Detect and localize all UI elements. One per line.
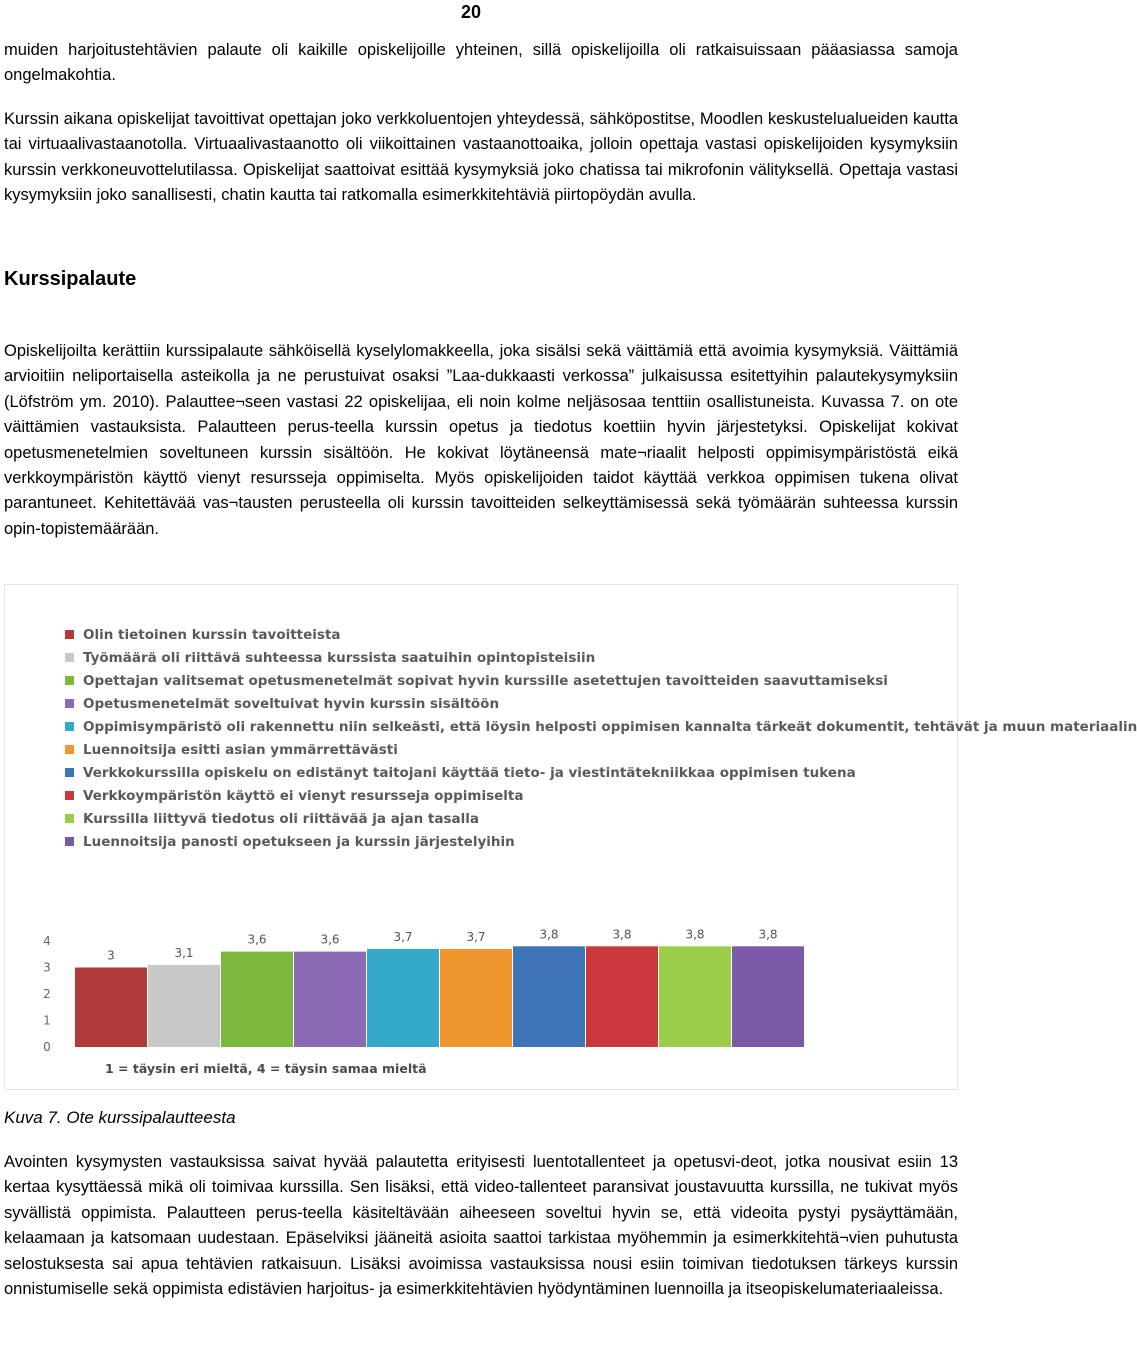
bar	[148, 965, 220, 1047]
chart-legend	[65, 623, 1137, 853]
legend-label: Opettajan valitsemat opetusmenetelmät sopivat hyvin kurssille asetettujen tavoitteiden saavuttamiseksi	[83, 672, 888, 689]
bar	[75, 968, 147, 1048]
bar-value-label: 3,7	[466, 929, 486, 944]
legend-item	[65, 692, 945, 715]
legend-item	[65, 715, 1137, 738]
paragraph-4: Avointen kysymysten vastauksissa saivat hyvää palautetta erityisesti luentotallenteet ja opetusvi-deot, jotka nousivat esiin 13 kertaa kysyttäessä mikä oli toimivaa kurssilla. Sen lisäksi, että video-tallenteet paransivat joustavuutta kurssilla, ne tukivat myös syvällistä oppimista. Palautteen perus-teella käsiteltävään aiheeseen soveltui hyvin se, että videoita pystyi pysäyttämään, kelaamaan ja katsomaan uudestaan. Epäselviksi jääneitä asioita saattoi tarkistaa myöhemmin ja esimerkkitehtä¬vien puhutusta selostuksesta sai apua tehtävien ratkaisuun. Lisäksi avoimissa vastauksissa nousi esiin toimivan tiedotuksen tärkeys kurssin onnistumiselle sekä oppimista edistävien harjoitus- ja esimerkkitehtävien hyödyntäminen luennoilla ja itseopiskelumateriaaleissa.	[4, 1153, 958, 1299]
y-tick-label: 0	[43, 1040, 51, 1054]
legend-swatch	[65, 722, 74, 731]
bar	[586, 946, 658, 1047]
legend-label: Olin tietoinen kurssin tavoitteista	[83, 626, 341, 643]
legend-swatch	[65, 768, 74, 777]
legend-label: Oppimisympäristö oli rakennettu niin selkeästi, että löysin helposti oppimisen kannalta tärkeät dokumentit, tehtävät ja muun materiaalin	[83, 718, 1137, 735]
y-tick-label: 1	[43, 1013, 51, 1028]
page-number: 20	[461, 2, 482, 22]
legend-swatch	[65, 791, 74, 800]
legend-swatch	[65, 699, 74, 708]
legend-label: Verkkoympäristön käyttö ei vienyt resursseja oppimiselta	[83, 787, 524, 804]
bar-value-label: 3,1	[174, 945, 194, 960]
legend-label: Työmäärä oli riittävä suhteessa kurssista saatuihin opintopisteisiin	[83, 649, 596, 666]
bar-value-label: 3,8	[758, 927, 778, 942]
section-heading: Kurssipalaute	[4, 268, 137, 290]
paragraph-3: Opiskelijoilta kerättiin kurssipalaute sähköisellä kyselylomakkeella, joka sisälsi sekä väittämiä että avoimia kysymyksiä. Väittämiä arvioitiin neliportaisella asteikolla ja ne perustuivat osaksi ”Laa-dukkaasti verkossa” julkaisussa esitettyihin palautekysymyksiin (Löfström ym. 2010). Palauttee¬seen vastasi 22 opiskelijaa, eli noin kolme neljäsosaa tenttiin osallistuneista. Kuvassa 7. on ote väittämien vastauksista. Palautteen perus-teella kurssin opetus ja tiedotus koettiin hyvin järjestetyksi. Opiskelijat kokivat opetusmenetelmien soveltuneen kurssin sisältöön. He kokivat löytäneensä mate¬riaalit helposti oppimisympäristöstä eikä verkkoympäristön käyttö vienyt resursseja oppimiselta. Myös opiskelijoiden taidot käyttää verkkoa oppimisen tukena olivat parantuneet. Kehitettävää vas¬tausten perusteella oli kurssin tavoitteiden selkeyttämisessä sekä työmäärän suhteessa kurssin opin-topistemäärään.	[4, 342, 958, 538]
y-tick-label: 3	[43, 960, 51, 975]
bar	[659, 946, 731, 1047]
scale-note: 1 = täysin eri mieltä, 4 = täysin samaa mieltä	[105, 1061, 427, 1076]
figure-caption: Kuva 7. Ote kurssipalautteesta	[4, 1108, 236, 1127]
legend-item	[65, 830, 945, 853]
y-tick-label: 4	[43, 934, 51, 948]
legend-swatch	[65, 630, 74, 639]
legend-label: Luennoitsija esitti asian ymmärrettävästi	[83, 741, 398, 758]
legend-swatch	[65, 814, 74, 823]
legend-label: Verkkokurssilla opiskelu on edistänyt taitojani käyttää tieto- ja viestintätekniikkaa oppimisen tukena	[83, 764, 856, 781]
legend-label: Opetusmenetelmät soveltuivat hyvin kurssin sisältöön	[83, 695, 500, 712]
legend-swatch	[65, 745, 74, 754]
bar-value-label: 3,8	[612, 927, 632, 942]
legend-item	[65, 738, 945, 761]
bar	[221, 952, 293, 1047]
bar	[367, 949, 439, 1047]
bar	[294, 952, 366, 1047]
bar-value-label: 3,8	[685, 927, 705, 942]
legend-label: Kurssilla liittyvä tiedotus oli riittävää ja ajan tasalla	[83, 810, 479, 827]
bar-value-label: 3,6	[247, 932, 267, 947]
legend-swatch	[65, 837, 74, 846]
legend-item	[65, 784, 945, 807]
feedback-chart-figure	[4, 584, 1137, 1090]
bar	[732, 946, 804, 1047]
bar-value-label: 3,8	[539, 927, 559, 942]
legend-label: Luennoitsija panosti opetukseen ja kurssin järjestelyihin	[83, 833, 515, 850]
legend-item	[65, 646, 945, 669]
bar	[513, 946, 585, 1047]
legend-item	[65, 669, 945, 692]
bar-chart	[35, 927, 935, 1057]
bar-value-label: 3,7	[393, 929, 413, 944]
y-tick-label: 2	[43, 987, 51, 1001]
bar-value-label: 3	[107, 948, 115, 963]
legend-item	[65, 761, 945, 784]
paragraph-2: Kurssin aikana opiskelijat tavoittivat opettajan joko verkkoluentojen yhteydessä, sähköpostitse, Moodlen keskustelualueiden kautta tai virtuaalivastaanotolla. Virtuaalivastaanotto oli viikoittainen vastaanottoaika, jolloin opettaja vastasi opiskelijoiden kysymyksiin kurssin verkkoneuvottelutilassa. Opiskelijat saattoivat esittää kysymyksiä joko chatissa tai mikrofonin välityksellä. Opettaja vastasi kysymyksiin joko sanallisesti, chatin kautta tai ratkomalla esimerkkitehtäviä piirtopöydän avulla.	[4, 110, 958, 205]
legend-swatch	[65, 676, 74, 685]
legend-item	[65, 807, 945, 830]
bar-value-label: 3,6	[320, 932, 340, 947]
legend-swatch	[65, 653, 74, 662]
bar	[440, 949, 512, 1047]
paragraph-1: muiden harjoitustehtävien palaute oli kaikille opiskelijoille yhteinen, sillä opiskelijoilla oli ratkaisuissaan pääasiassa samoja ongelmakohtia.	[4, 41, 958, 85]
legend-item	[65, 623, 945, 646]
